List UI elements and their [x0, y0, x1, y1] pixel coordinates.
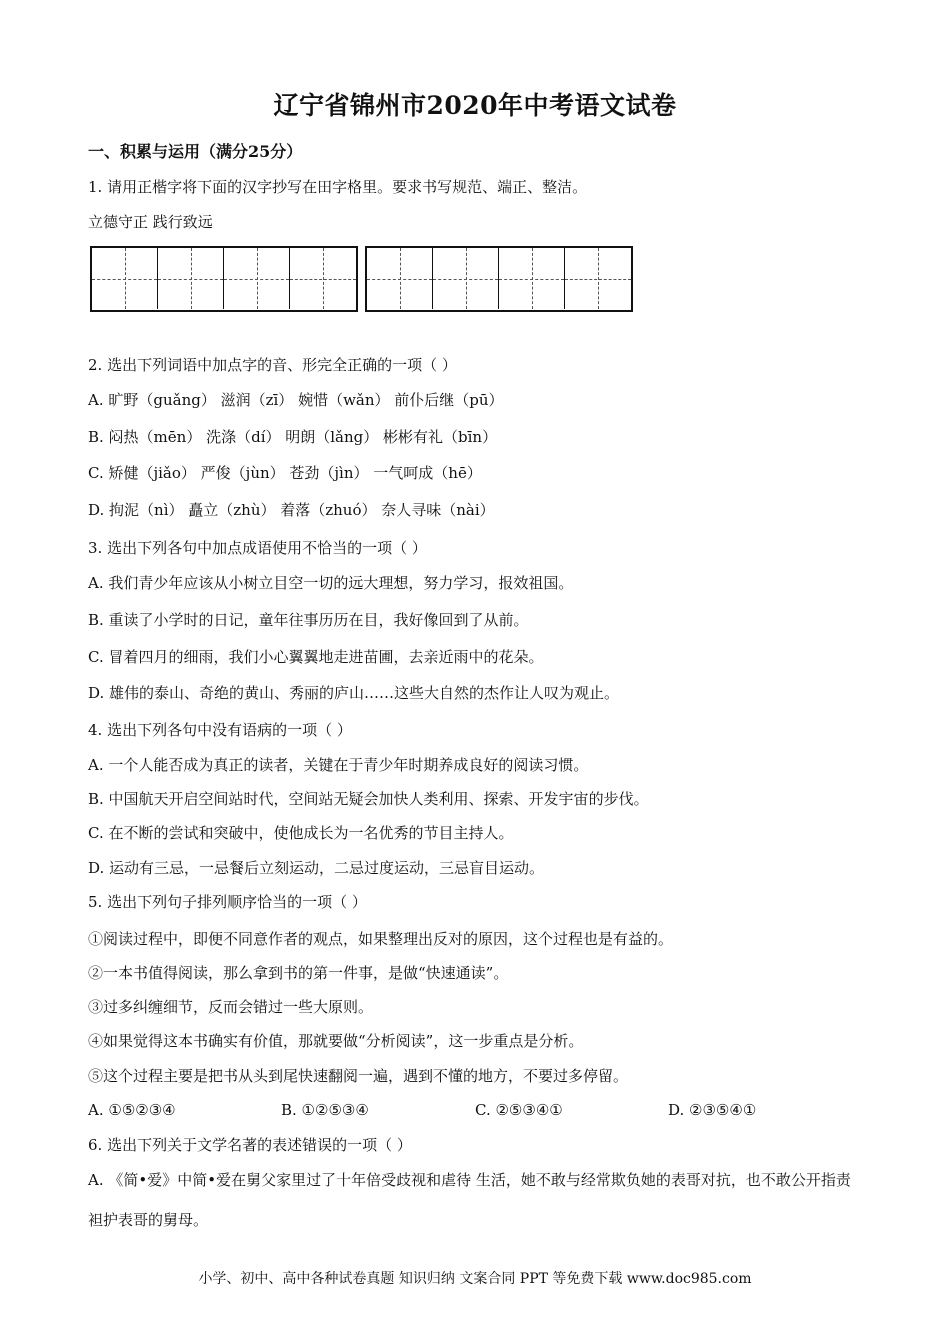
question-2-option-a: A. 旷野（guǎng） 滋润（zī） 婉惜（wǎn） 前仆后继（pū） [88, 391, 504, 409]
tianzige-cell[interactable] [224, 248, 290, 309]
question-5-sentence-2: ②一本书值得阅读，那么拿到书的第一件事，是做“快速通读”。 [88, 964, 509, 982]
tianzige-grid-right[interactable] [365, 246, 633, 312]
question-5-sentence-5: ⑤这个过程主要是把书从头到尾快速翻阅一遍，遇到不懂的地方，不要过多停留。 [88, 1067, 629, 1085]
page-title: 辽宁省锦州市2020年中考语文试卷 [273, 91, 677, 120]
tianzige-cell[interactable] [433, 248, 499, 309]
question-4-option-d: D. 运动有三忌，一忌餐后立刻运动，二忌过度运动，三忌盲目运动。 [88, 859, 545, 877]
tianzige-cell[interactable] [92, 248, 158, 309]
tianzige-cell[interactable] [290, 248, 356, 309]
question-5-choice-a: A. ①⑤②③④ [88, 1101, 176, 1119]
question-2-stem: 2. 选出下列词语中加点字的音、形完全正确的一项（ ） [88, 356, 457, 374]
question-4-option-a: A. 一个人能否成为真正的读者，关键在于青少年时期养成良好的阅读习惯。 [88, 756, 589, 774]
question-4-option-c: C. 在不断的尝试和突破中，使他成长为一名优秀的节目主持人。 [88, 824, 514, 842]
question-3-option-a: A. 我们青少年应该从小树立目空一切的远大理想，努力学习，报效祖国。 [88, 574, 574, 592]
question-3-option-c: C. 冒着四月的细雨，我们小心翼翼地走进苗圃，去亲近雨中的花朵。 [88, 648, 544, 666]
tianzige-cell[interactable] [565, 248, 631, 309]
page-footer: 小学、初中、高中各种试卷真题 知识归纳 文案合同 PPT 等免费下载 www.doc985.com [198, 1271, 752, 1287]
question-4-stem: 4. 选出下列各句中没有语病的一项（ ） [88, 721, 352, 739]
tianzige-cell[interactable] [158, 248, 224, 309]
question-3-stem: 3. 选出下列各句中加点成语使用不恰当的一项（ ） [88, 539, 427, 557]
question-6-stem: 6. 选出下列关于文学名著的表述错误的一项（ ） [88, 1136, 412, 1154]
question-1-stem: 1. 请用正楷字将下面的汉字抄写在田字格里。要求书写规范、端正、整洁。 [88, 178, 588, 196]
tianzige-grid-left[interactable] [90, 246, 358, 312]
question-5-sentence-4: ④如果觉得这本书确实有价值，那就要做“分析阅读”，这一步重点是分析。 [88, 1032, 584, 1050]
question-5-sentence-1: ①阅读过程中，即便不同意作者的观点，如果整理出反对的原因，这个过程也是有益的。 [88, 930, 674, 948]
tianzige-cell[interactable] [367, 248, 433, 309]
question-5-sentence-3: ③过多纠缠细节，反而会错过一些大原则。 [88, 998, 374, 1016]
question-4-option-b: B. 中国航天开启空间站时代，空间站无疑会加快人类利用、探索、开发宇宙的步伐。 [88, 790, 649, 808]
question-2-option-d: D. 拘泥（nì） 矗立（zhù） 着落（zhuó） 奈人寻味（nài） [88, 501, 495, 519]
question-5-choice-b: B. ①②⑤③④ [281, 1101, 369, 1119]
question-2-option-c: C. 矫健（jiǎo） 严俊（jùn） 苍劲（jìn） 一气呵成（hē） [88, 464, 482, 482]
question-6-option-a: A. 《简•爱》中简•爱在舅父家里过了十年倍受歧视和虐待 生活，她不敢与经常欺负她的表哥对抗，也不敢公开指责袒护表哥的舅母。 [88, 1171, 851, 1229]
tianzige-cell[interactable] [499, 248, 565, 309]
question-2-option-b: B. 闷热（mēn） 洗涤（dí） 明朗（lǎng） 彬彬有礼（bīn） [88, 428, 498, 446]
section-heading: 一、积累与运用（满分25分） [88, 142, 303, 161]
question-1-phrases: 立德守正 践行致远 [88, 213, 213, 231]
question-3-option-b: B. 重读了小学时的日记，童年往事历历在目，我好像回到了从前。 [88, 611, 529, 629]
question-5-stem: 5. 选出下列句子排列顺序恰当的一项（ ） [88, 893, 367, 911]
question-5-choice-d: D. ②③⑤④① [668, 1101, 757, 1119]
question-3-option-d: D. 雄伟的泰山、奇绝的黄山、秀丽的庐山……这些大自然的杰作让人叹为观止。 [88, 684, 620, 702]
question-5-choice-c: C. ②⑤③④① [475, 1101, 563, 1119]
